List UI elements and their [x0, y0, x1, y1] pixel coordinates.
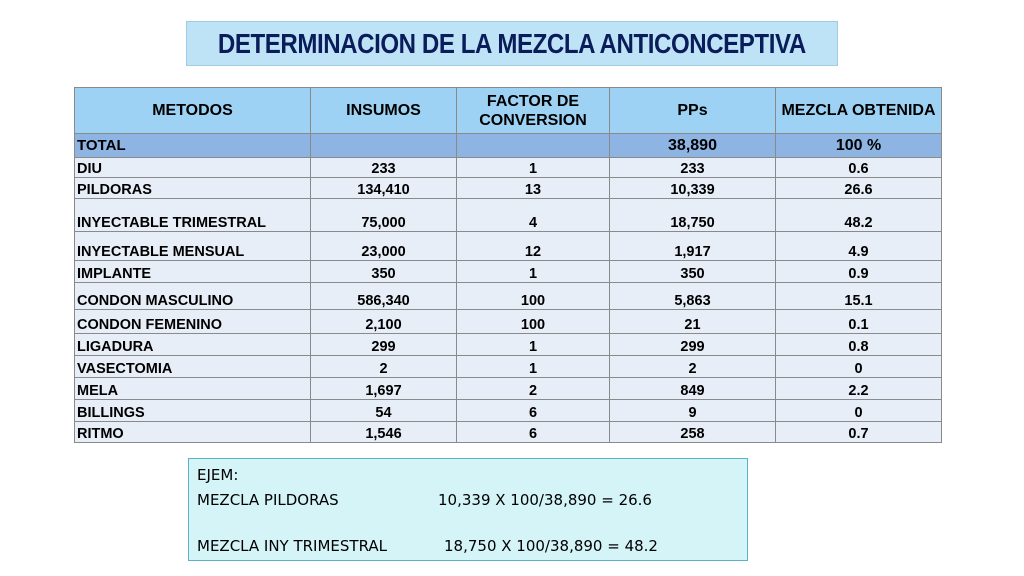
row-factor: 6: [457, 400, 610, 422]
table-row: [75, 334, 942, 356]
total-label: TOTAL: [75, 134, 311, 158]
row-mezcla: 48.2: [776, 199, 942, 232]
header-insumos: INSUMOS: [311, 88, 457, 134]
row-insumos: 1,697: [311, 378, 457, 400]
row-factor: 1: [457, 334, 610, 356]
row-pps: 350: [610, 261, 776, 283]
row-insumos: 350: [311, 261, 457, 283]
row-mezcla: 0.9: [776, 261, 942, 283]
row-insumos: 586,340: [311, 283, 457, 310]
row-mezcla: 0.1: [776, 310, 942, 334]
row-factor: 1: [457, 261, 610, 283]
example-formula-trimestral: 18,750 X 100/38,890 = 48.2: [444, 537, 658, 555]
row-metodo: MELA: [75, 378, 311, 400]
total-row: [75, 134, 942, 158]
row-factor: 1: [457, 158, 610, 178]
row-insumos: 75,000: [311, 199, 457, 232]
row-insumos: 2: [311, 356, 457, 378]
row-pps: 18,750: [610, 199, 776, 232]
row-pps: 299: [610, 334, 776, 356]
row-factor: 1: [457, 356, 610, 378]
row-pps: 5,863: [610, 283, 776, 310]
row-insumos: 1,546: [311, 422, 457, 443]
example-formula-pildoras: 10,339 X 100/38,890 = 26.6: [438, 491, 652, 509]
example-line-trimestral: [197, 537, 737, 555]
table-row: [75, 261, 942, 283]
row-pps: 1,917: [610, 232, 776, 261]
row-factor: 4: [457, 199, 610, 232]
table-row: [75, 378, 942, 400]
row-insumos: 233: [311, 158, 457, 178]
row-insumos: 2,100: [311, 310, 457, 334]
row-metodo: RITMO: [75, 422, 311, 443]
row-factor: 6: [457, 422, 610, 443]
table-row: [75, 158, 942, 178]
table-row: [75, 283, 942, 310]
table-row: [75, 400, 942, 422]
row-metodo: PILDORAS: [75, 178, 311, 199]
table-row: [75, 232, 942, 261]
row-mezcla: 0.6: [776, 158, 942, 178]
row-metodo: DIU: [75, 158, 311, 178]
row-factor: 13: [457, 178, 610, 199]
row-insumos: 23,000: [311, 232, 457, 261]
total-factor: [457, 134, 610, 158]
row-metodo: INYECTABLE TRIMESTRAL: [75, 199, 311, 232]
row-mezcla: 2.2: [776, 378, 942, 400]
row-factor: 100: [457, 310, 610, 334]
row-factor: 100: [457, 283, 610, 310]
table-row: [75, 310, 942, 334]
row-pps: 10,339: [610, 178, 776, 199]
row-pps: 849: [610, 378, 776, 400]
row-mezcla: 0.7: [776, 422, 942, 443]
row-mezcla: 0: [776, 356, 942, 378]
table-row: [75, 422, 942, 443]
row-mezcla: 15.1: [776, 283, 942, 310]
total-mezcla: 100 %: [776, 134, 942, 158]
row-pps: 2: [610, 356, 776, 378]
row-metodo: BILLINGS: [75, 400, 311, 422]
row-metodo: CONDON FEMENINO: [75, 310, 311, 334]
header-pps: PPs: [610, 88, 776, 134]
mezcla-table: [74, 87, 942, 443]
row-pps: 258: [610, 422, 776, 443]
total-insumos: [311, 134, 457, 158]
row-insumos: 299: [311, 334, 457, 356]
header-metodos: METODOS: [75, 88, 311, 134]
example-box: [188, 458, 748, 561]
row-mezcla: 0.8: [776, 334, 942, 356]
table-header-row: [75, 88, 942, 134]
example-label-pildoras: MEZCLA PILDORAS: [197, 491, 339, 509]
table-row: [75, 178, 942, 199]
row-mezcla: 26.6: [776, 178, 942, 199]
page-title: DETERMINACION DE LA MEZCLA ANTICONCEPTIVA: [218, 27, 806, 59]
row-factor: 2: [457, 378, 610, 400]
row-metodo: IMPLANTE: [75, 261, 311, 283]
example-label-trimestral: MEZCLA INY TRIMESTRAL: [197, 537, 388, 555]
row-metodo: LIGADURA: [75, 334, 311, 356]
table-row: [75, 356, 942, 378]
total-pps: 38,890: [610, 134, 776, 158]
row-insumos: 54: [311, 400, 457, 422]
example-heading: EJEM:: [197, 466, 239, 484]
row-metodo: INYECTABLE MENSUAL: [75, 232, 311, 261]
row-pps: 233: [610, 158, 776, 178]
row-metodo: VASECTOMIA: [75, 356, 311, 378]
row-mezcla: 0: [776, 400, 942, 422]
row-insumos: 134,410: [311, 178, 457, 199]
row-factor: 12: [457, 232, 610, 261]
title-banner: [186, 21, 838, 66]
row-pps: 9: [610, 400, 776, 422]
example-line-pildoras: [197, 491, 737, 509]
header-mezcla: MEZCLA OBTENIDA: [776, 88, 942, 134]
header-factor: FACTOR DE CONVERSION: [457, 88, 610, 134]
table-row: [75, 199, 942, 232]
row-mezcla: 4.9: [776, 232, 942, 261]
row-metodo: CONDON MASCULINO: [75, 283, 311, 310]
row-pps: 21: [610, 310, 776, 334]
